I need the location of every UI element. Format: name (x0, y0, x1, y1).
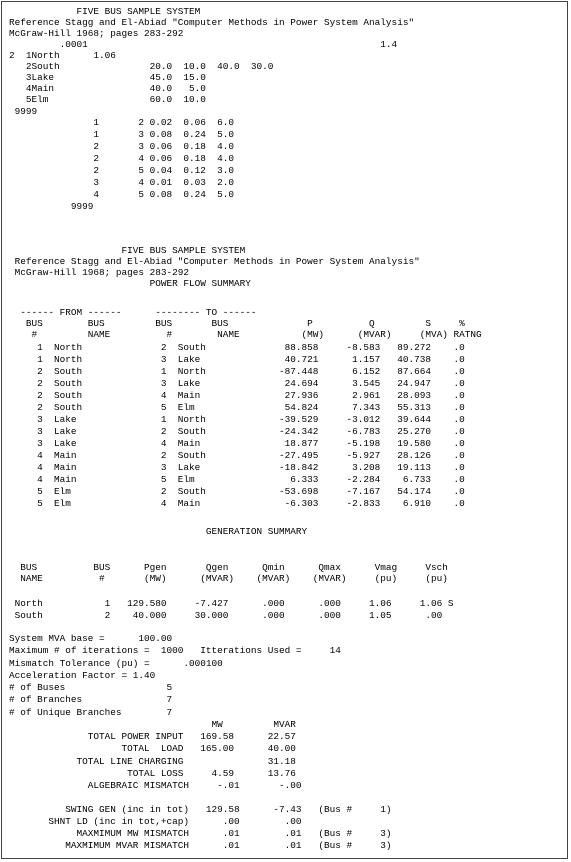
report-title-line: POWER FLOW SUMMARY (9, 278, 251, 289)
totals-line: ALGEBRAIC MISMATCH -.01 -.00 (9, 780, 302, 791)
info-line: Mismatch Tolerance (pu) = .000100 (9, 658, 223, 669)
input-line: FIVE BUS SAMPLE SYSTEM (9, 6, 201, 17)
input-line: .0001 1.4 (9, 39, 398, 50)
info-line: # of Branches 7 (9, 694, 173, 705)
input-line: 1 2 0.02 0.06 6.0 (9, 117, 235, 128)
mismatch-line: SWING GEN (inc in tot) 129.58 -7.43 (Bus # 1) (9, 804, 392, 815)
table-row: North 1 129.580 -7.427 .000 .000 1.06 1.06 S (9, 598, 454, 609)
totals-line: TOTAL LINE CHARGING 31.18 (9, 756, 296, 767)
table-row: 4 Main 5 Elm 6.333 -2.284 6.733 .0 (9, 474, 465, 485)
table-row: 2 South 3 Lake 24.694 3.545 24.947 .0 (9, 378, 465, 389)
input-line: 2 3 0.06 0.18 4.0 (9, 141, 235, 152)
input-line: Reference Stagg and El-Abiad "Computer Methods in Power System Analysis" (9, 17, 415, 28)
input-line: 9999 (9, 201, 94, 212)
totals-header: MW MVAR (9, 719, 296, 730)
mismatch-line: SHNT LD (inc in tot,+cap) .00 .00 (9, 816, 302, 827)
report-title-line: McGraw-Hill 1968; pages 283-292 (9, 267, 190, 278)
table-row: 5 Elm 2 South -53.698 -7.167 54.174 .0 (9, 486, 465, 497)
table-row: 1 North 3 Lake 40.721 1.157 40.738 .0 (9, 354, 465, 365)
totals-line: TOTAL LOAD 165.00 40.00 (9, 743, 296, 754)
input-line: 4Main 40.0 5.0 (9, 83, 206, 94)
table-header-line: NAME # (MW) (MVAR) (MVAR) (MVAR) (pu) (pu) (9, 573, 448, 584)
table-row: 4 Main 2 South -27.495 -5.927 28.126 .0 (9, 450, 465, 461)
input-line: 2South 20.0 10.0 40.0 30.0 (9, 61, 274, 72)
report-title-line: Reference Stagg and El-Abiad "Computer Methods in Power System Analysis" (9, 256, 420, 267)
table-row: 5 Elm 4 Main -6.303 -2.833 6.910 .0 (9, 498, 465, 509)
table-row: South 2 40.000 30.000 .000 .000 1.05 .00 (9, 610, 443, 621)
table-header-line: BUS BUS Pgen Qgen Qmin Qmax Vmag Vsch (9, 562, 448, 573)
table-row: 2 South 5 Elm 54.824 7.343 55.313 .0 (9, 402, 465, 413)
info-line: Acceleration Factor = 1.40 (9, 670, 156, 681)
totals-line: TOTAL LOSS 4.59 13.76 (9, 768, 296, 779)
input-line: 9999 (9, 106, 38, 117)
report-title-line: FIVE BUS SAMPLE SYSTEM (9, 245, 246, 256)
table-header-line: BUS BUS BUS BUS P Q S % (9, 318, 465, 329)
input-line: 2 4 0.06 0.18 4.0 (9, 153, 235, 164)
input-line: 2 5 0.04 0.12 3.0 (9, 165, 235, 176)
input-line: 5Elm 60.0 10.0 (9, 94, 206, 105)
info-line: # of Unique Branches 7 (9, 707, 173, 718)
table-row: 2 South 1 North -87.448 6.152 87.664 .0 (9, 366, 465, 377)
info-line: # of Buses 5 (9, 682, 173, 693)
input-line: 3Lake 45.0 15.0 (9, 72, 206, 83)
input-line: 1 3 0.08 0.24 5.0 (9, 129, 235, 140)
mismatch-line: MAXMIMUM MW MISMATCH .01 .01 (Bus # 3) (9, 828, 392, 839)
info-line: Maximum # of iterations = 1000 Itterations Used = 14 (9, 645, 341, 656)
table-header-line: # NAME # NAME (MW) (MVAR) (MVA) RATNG (9, 329, 482, 340)
input-line: 3 4 0.01 0.03 2.0 (9, 177, 235, 188)
table-row: 1 North 2 South 88.858 -8.583 89.272 .0 (9, 342, 465, 353)
input-line: 4 5 0.08 0.24 5.0 (9, 189, 235, 200)
table-row: 3 Lake 4 Main 18.877 -5.198 19.580 .0 (9, 438, 465, 449)
table-header-line: ------ FROM ------ -------- TO ------ (9, 307, 257, 318)
info-line: System MVA base = 100.00 (9, 633, 173, 644)
input-line: 2 1North 1.06 (9, 50, 116, 61)
table-row: 2 South 4 Main 27.936 2.961 28.093 .0 (9, 390, 465, 401)
table-row: 3 Lake 1 North -39.529 -3.012 39.644 .0 (9, 414, 465, 425)
table-row: 3 Lake 2 South -24.342 -6.783 25.270 .0 (9, 426, 465, 437)
table-row: 4 Main 3 Lake -18.842 3.208 19.113 .0 (9, 462, 465, 473)
section-title: GENERATION SUMMARY (9, 526, 308, 537)
input-line: McGraw-Hill 1968; pages 283-292 (9, 28, 184, 39)
totals-line: TOTAL POWER INPUT 169.58 22.57 (9, 731, 296, 742)
mismatch-line: MAXMIMUM MVAR MISMATCH .01 .01 (Bus # 3) (9, 840, 392, 851)
